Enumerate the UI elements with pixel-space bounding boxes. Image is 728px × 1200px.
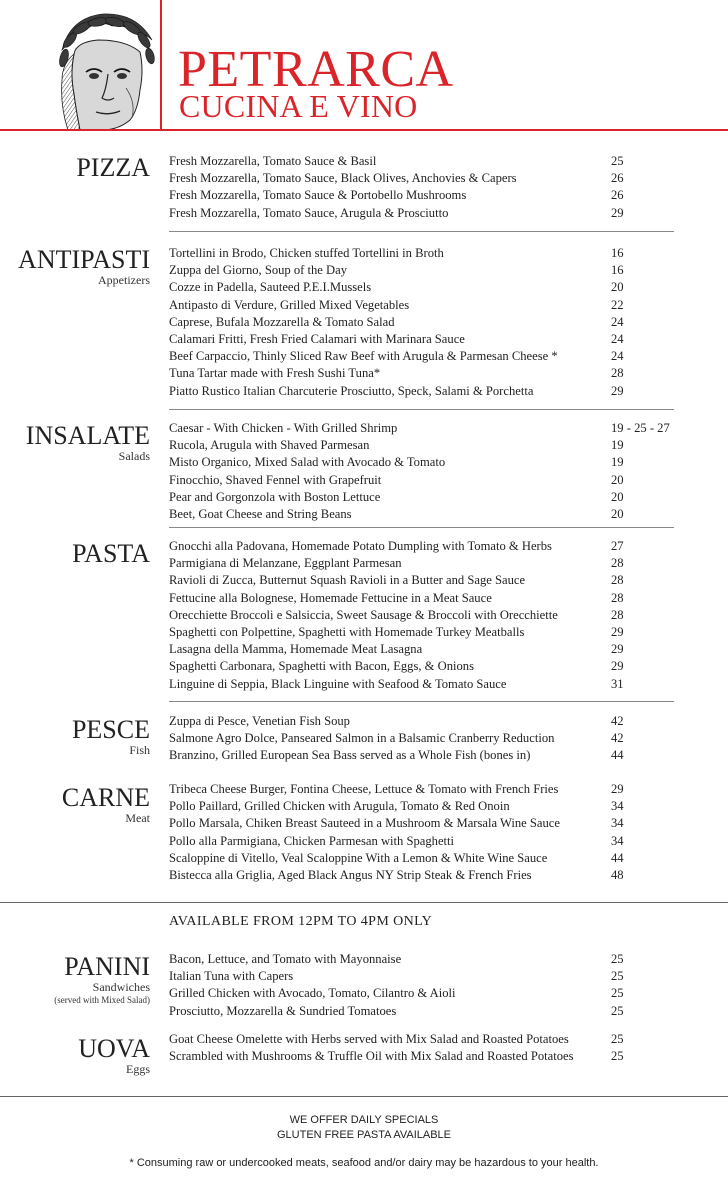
menu-item	[169, 187, 699, 204]
section-title: UOVA	[78, 1034, 150, 1063]
menu-item	[169, 951, 699, 968]
menu-item-price: 42	[611, 714, 624, 728]
menu-item	[169, 713, 699, 730]
menu-item	[169, 365, 699, 382]
restaurant-tagline: CUCINA E VINO	[179, 88, 418, 124]
menu-item-price: 44	[611, 748, 624, 763]
item-list	[169, 951, 699, 1020]
menu-item-price: 19	[611, 438, 624, 453]
menu-item	[169, 489, 699, 506]
menu-item-name: Salmone Agro Dolce, Panseared Salmon in a Balsamic Cranberry Reduction	[169, 731, 555, 746]
menu-item	[169, 314, 699, 331]
menu-item-price: 19 - 25 - 27	[611, 421, 670, 435]
menu-item-name: Fresh Mozzarella, Tomato Sauce, Black Olives, Anchovies & Capers	[169, 171, 517, 186]
menu-item	[169, 985, 699, 1002]
menu-item-name: Pollo Marsala, Chiken Breast Sauteed in a Mushroom & Marsala Wine Sauce	[169, 816, 560, 831]
menu-item-name: Piatto Rustico Italian Charcuterie Prosciutto, Speck, Salami & Porchetta	[169, 383, 534, 398]
section-subtitle: Fish	[129, 743, 150, 757]
menu-item-name: Finocchio, Shaved Fennel with Grapefruit	[169, 472, 382, 487]
menu-item-price: 25	[611, 154, 624, 168]
section-subtitle: Salads	[118, 449, 150, 463]
menu-item	[169, 420, 699, 437]
menu-item-name: Italian Tuna with Capers	[169, 969, 294, 984]
menu-item-name: Goat Cheese Omelette with Herbs served with Mix Salad and Roasted Potatoes	[169, 1032, 569, 1046]
menu-item-name: Beet, Goat Cheese and String Beans	[169, 506, 352, 521]
menu-item-price: 29	[611, 642, 624, 657]
section-heading	[78, 1036, 150, 1076]
menu-item-name: Fresh Mozzarella, Tomato Sauce & Basil	[169, 154, 377, 168]
menu-item-price: 28	[611, 556, 624, 571]
menu-item	[169, 624, 699, 641]
menu-item	[169, 538, 699, 555]
menu-item	[169, 555, 699, 572]
menu-item-name: Fresh Mozzarella, Tomato Sauce & Portobello Mushrooms	[169, 188, 467, 203]
menu-item-name: Tribeca Cheese Burger, Fontina Cheese, Lettuce & Tomato with French Fries	[169, 782, 559, 796]
menu-item	[169, 781, 699, 798]
item-list	[169, 538, 699, 693]
menu-item	[169, 1003, 699, 1020]
menu-item	[169, 262, 699, 279]
gluten-free-note: GLUTEN FREE PASTA AVAILABLE	[276, 1129, 452, 1141]
section-heading	[62, 785, 150, 825]
section-title: PESCE	[71, 715, 150, 744]
item-list	[169, 1031, 699, 1065]
menu-item-name: Fresh Mozzarella, Tomato Sauce, Arugula & Prosciutto	[169, 205, 449, 220]
section-heading	[72, 541, 150, 567]
section-heading	[18, 247, 150, 287]
menu-item	[169, 572, 699, 589]
item-list	[169, 781, 699, 884]
menu-item-name: Pollo alla Parmigiana, Chicken Parmesan with Spaghetti	[169, 833, 455, 848]
menu-item-name: Parmigiana di Melanzane, Eggplant Parmesan	[169, 556, 402, 571]
menu-item-name: Rucola, Arugula with Shaved Parmesan	[169, 438, 370, 453]
menu-item	[169, 747, 699, 764]
menu-item	[169, 833, 699, 850]
menu-item-name: Tuna Tartar made with Fresh Sushi Tuna*	[169, 366, 381, 381]
menu-item-price: 44	[611, 850, 624, 865]
menu-item	[169, 383, 699, 400]
menu-item-price: 28	[611, 607, 624, 622]
menu-item-name: Caesar - With Chicken - With Grilled Shrimp	[169, 421, 398, 435]
menu-item-price: 29	[611, 659, 624, 674]
menu-item-price: 20	[611, 280, 624, 295]
section-divider	[169, 409, 674, 410]
menu-item-price: 48	[611, 867, 624, 882]
menu-item	[169, 730, 699, 747]
menu-item-price: 24	[611, 349, 624, 364]
menu-item-name: Bistecca alla Griglia, Aged Black Angus NY Strip Steak & French Fries	[169, 867, 532, 882]
menu-item-name: Pear and Gorgonzola with Boston Lettuce	[169, 489, 381, 504]
menu-item	[169, 205, 699, 222]
menu-item-price: 19	[611, 455, 624, 470]
menu-item	[169, 1031, 699, 1048]
section-heading	[26, 423, 150, 463]
menu-item	[169, 1048, 699, 1065]
lunch-separator-rule	[0, 902, 728, 903]
menu-item-price: 29	[611, 383, 624, 398]
menu-item-name: Linguine di Seppia, Black Linguine with Seafood & Tomato Sauce	[169, 676, 507, 691]
menu-item-name: Grilled Chicken with Avocado, Tomato, Cilantro & Aioli	[169, 986, 456, 1001]
section-title: PIZZA	[76, 153, 150, 182]
menu-item-name: Misto Organico, Mixed Salad with Avocado & Tomato	[169, 455, 446, 470]
menu-item	[169, 607, 699, 624]
menu-item-price: 29	[611, 782, 624, 796]
menu-item	[169, 506, 699, 523]
menu-item	[169, 850, 699, 867]
menu-item-price: 25	[611, 952, 624, 966]
petrarca-portrait-illustration	[40, 10, 158, 130]
menu-item	[169, 798, 699, 815]
section-title: ANTIPASTI	[18, 245, 150, 274]
menu-item-name: Zuppa di Pesce, Venetian Fish Soup	[169, 714, 350, 728]
section-heading	[54, 954, 150, 1006]
menu-item	[169, 331, 699, 348]
menu-item-price: 28	[611, 590, 624, 605]
menu-item-price: 34	[611, 833, 624, 848]
menu-item-price: 16	[611, 246, 624, 260]
menu-item-name: Scrambled with Mushrooms & Truffle Oil with Mix Salad and Roasted Potatoes	[169, 1049, 574, 1064]
health-disclaimer: * Consuming raw or undercooked meats, seafood and/or dairy may be hazardous to your health.	[129, 1157, 599, 1169]
menu-item	[169, 348, 699, 365]
menu-item-price: 42	[611, 731, 624, 746]
section-divider	[169, 527, 674, 528]
menu-item	[169, 297, 699, 314]
menu-item-price: 26	[611, 171, 624, 186]
lunch-availability-note: AVAILABLE FROM 12PM TO 4PM ONLY	[169, 914, 433, 929]
menu-item-name: Beef Carpaccio, Thinly Sliced Raw Beef with Arugula & Parmesan Cheese *	[169, 349, 558, 364]
menu-item	[169, 867, 699, 884]
menu-item	[169, 472, 699, 489]
menu-item-price: 34	[611, 799, 624, 814]
menu-item	[169, 590, 699, 607]
menu-item	[169, 437, 699, 454]
menu-item-name: Fettucine alla Bolognese, Homemade Fettucine in a Meat Sauce	[169, 590, 492, 605]
menu-item-price: 31	[611, 676, 624, 691]
menu-item	[169, 279, 699, 296]
daily-specials-note: WE OFFER DAILY SPECIALS	[289, 1114, 439, 1126]
menu-item	[169, 815, 699, 832]
menu-item-name: Caprese, Bufala Mozzarella & Tomato Salad	[169, 314, 395, 329]
menu-item-price: 25	[611, 969, 624, 984]
menu-item-name: Calamari Fritti, Fresh Fried Calamari with Marinara Sauce	[169, 331, 465, 346]
menu-item	[169, 245, 699, 262]
menu-item-price: 20	[611, 489, 624, 504]
menu-item-price: 24	[611, 331, 624, 346]
menu-item-name: Gnocchi alla Padovana, Homemade Potato Dumpling with Tomato & Herbs	[169, 539, 552, 553]
menu-item-price: 22	[611, 297, 624, 312]
menu-item	[169, 641, 699, 658]
menu-item-name: Prosciutto, Mozzarella & Sundried Tomatoes	[169, 1003, 397, 1018]
section-heading	[72, 717, 150, 757]
menu-item-name: Lasagna della Mamma, Homemade Meat Lasagna	[169, 642, 423, 657]
item-list	[169, 713, 699, 765]
menu-item-price: 20	[611, 472, 624, 487]
header-horizontal-rule	[0, 129, 728, 131]
menu-item-price: 16	[611, 263, 624, 278]
item-list	[169, 245, 699, 400]
menu-item-name: Ravioli di Zucca, Butternut Squash Ravioli in a Butter and Sage Sauce	[169, 573, 526, 588]
menu-item-price: 28	[611, 366, 624, 381]
section-subtitle: Meat	[125, 811, 150, 825]
menu-item-price: 34	[611, 816, 624, 831]
menu-item-price: 24	[611, 314, 624, 329]
menu-item-price: 25	[611, 1049, 624, 1064]
section-heading	[76, 155, 150, 181]
menu-item	[169, 658, 699, 675]
section-subtitle: Sandwiches	[92, 980, 150, 994]
section-title: CARNE	[61, 783, 150, 812]
menu-item-price: 25	[611, 986, 624, 1001]
menu-item-price: 29	[611, 624, 624, 639]
menu-item-name: Branzino, Grilled European Sea Bass served as a Whole Fish (bones in)	[169, 748, 531, 763]
menu-item-name: Pollo Paillard, Grilled Chicken with Arugula, Tomato & Red Onoin	[169, 799, 510, 814]
menu-item	[169, 454, 699, 471]
section-title: PANINI	[64, 952, 150, 981]
menu-item-name: Bacon, Lettuce, and Tomato with Mayonnaise	[169, 952, 402, 966]
restaurant-name: PETRARCA	[178, 41, 454, 98]
menu-item	[169, 676, 699, 693]
menu-item-name: Tortellini in Brodo, Chicken stuffed Tortellini in Broth	[169, 246, 444, 260]
menu-item-name: Orecchiette Broccoli e Salsiccia, Sweet Sausage & Broccoli with Orecchiette	[169, 607, 558, 622]
header-vertical-rule	[160, 0, 162, 130]
menu-item-price: 20	[611, 506, 624, 521]
menu-item-name: Spaghetti Carbonara, Spaghetti with Bacon, Eggs, & Onions	[169, 659, 475, 674]
footer-separator-rule	[0, 1096, 728, 1097]
menu-item-price: 28	[611, 573, 624, 588]
section-divider	[169, 231, 674, 232]
item-list	[169, 420, 699, 523]
menu-item-name: Zuppa del Giorno, Soup of the Day	[169, 263, 348, 278]
menu-item-name: Scaloppine di Vitello, Veal Scaloppine With a Lemon & White Wine Sauce	[169, 850, 548, 865]
menu-item	[169, 170, 699, 187]
menu-item	[169, 968, 699, 985]
section-subtitle: Eggs	[126, 1062, 150, 1076]
section-note: (served with Mixed Salad)	[54, 995, 150, 1005]
section-subtitle: Appetizers	[98, 273, 150, 287]
menu-item-price: 29	[611, 205, 624, 220]
section-title: INSALATE	[25, 421, 150, 450]
menu-item-name: Antipasto di Verdure, Grilled Mixed Vegetables	[169, 297, 410, 312]
menu-item	[169, 153, 699, 170]
menu-item-price: 26	[611, 188, 624, 203]
menu-item-name: Spaghetti con Polpettine, Spaghetti with Homemade Turkey Meatballs	[169, 624, 525, 639]
section-divider	[169, 701, 674, 702]
menu-item-price: 25	[611, 1003, 624, 1018]
menu-item-price: 27	[611, 539, 624, 553]
menu-item-price: 25	[611, 1032, 624, 1046]
section-title: PASTA	[72, 539, 150, 568]
menu-item-name: Cozze in Padella, Sauteed P.E.I.Mussels	[169, 280, 372, 295]
item-list	[169, 153, 699, 222]
